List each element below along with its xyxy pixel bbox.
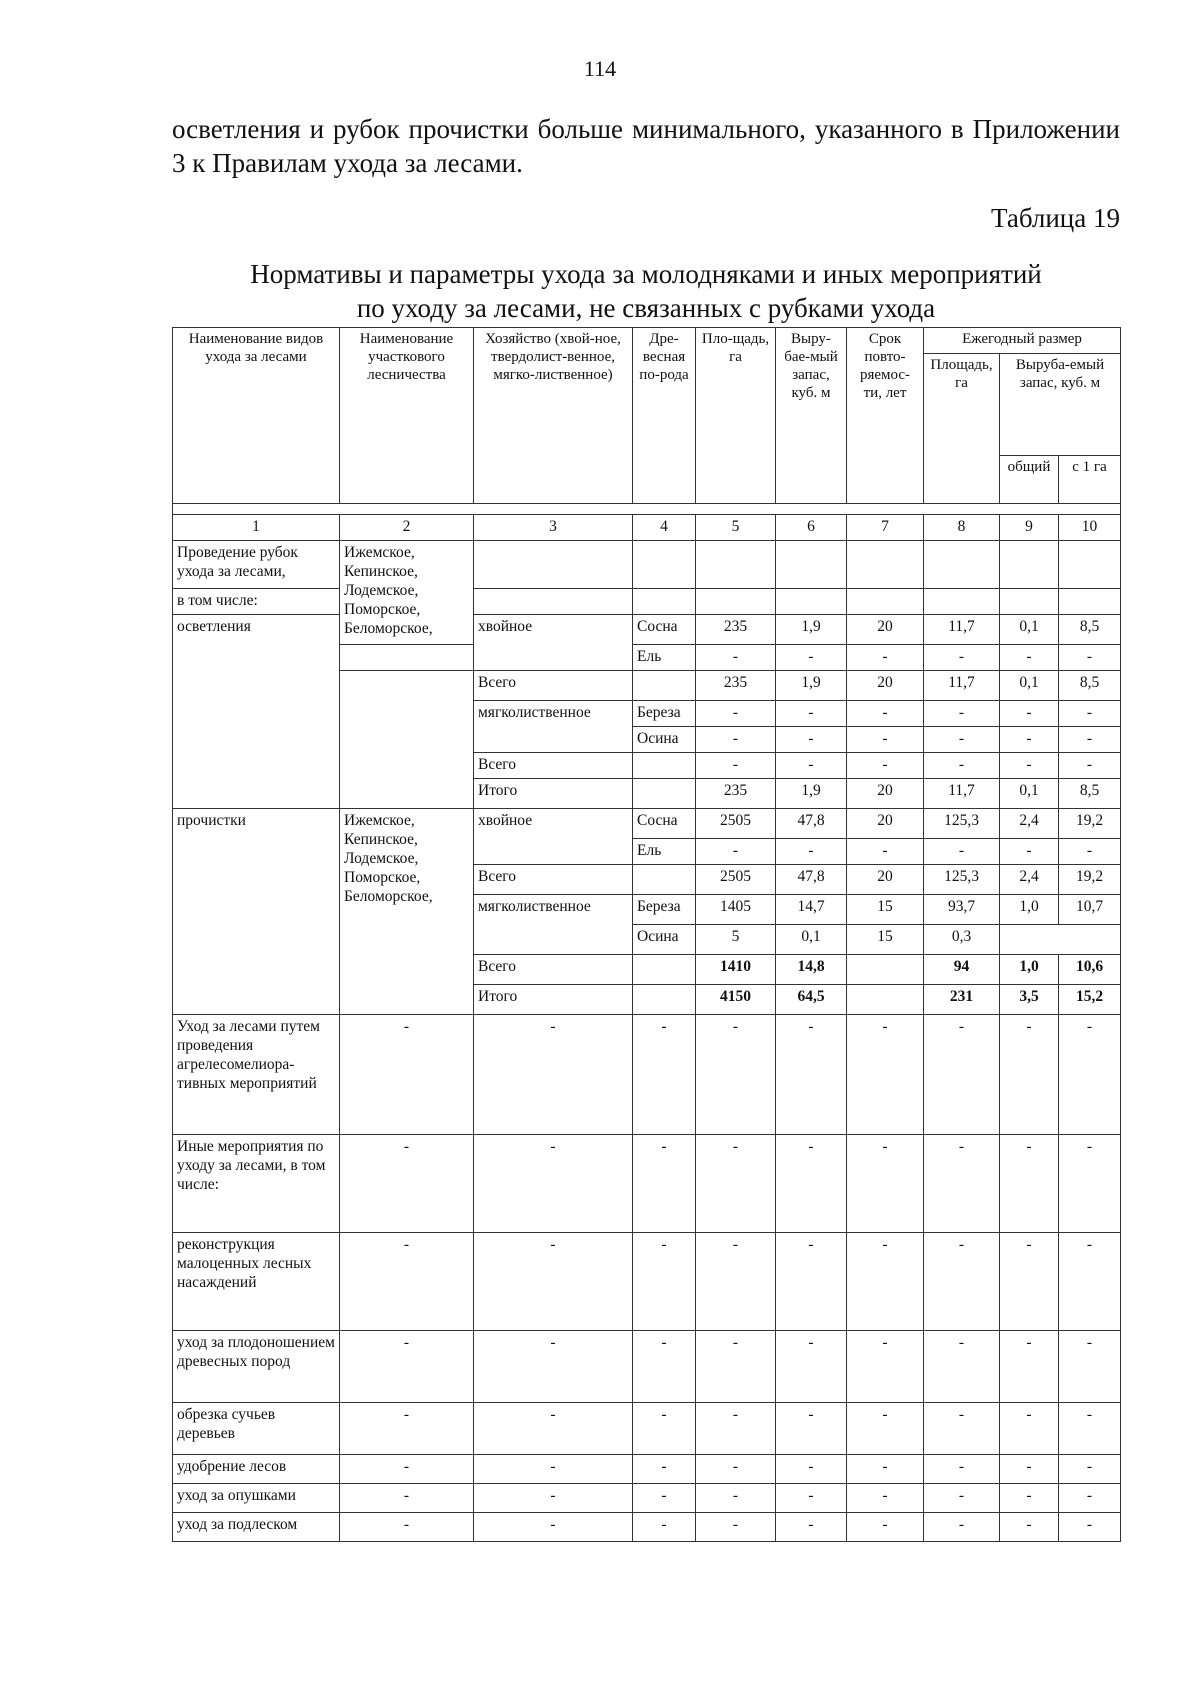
dash-cell: - [847, 753, 924, 779]
empty-cell [1000, 541, 1059, 589]
dash-cell: - [776, 1455, 847, 1484]
dash-cell: - [924, 1233, 1000, 1331]
dash-cell: - [633, 1403, 696, 1455]
header-cell: Ежегодный размер [924, 328, 1121, 354]
column-number: 7 [847, 515, 924, 541]
empty-cell [474, 589, 633, 615]
dash-cell: - [474, 1513, 633, 1542]
activity-cell: реконструкция малоценных лесных насаждений [173, 1233, 340, 1331]
value-cell: 11,7 [924, 671, 1000, 701]
value-cell: 0,1 [1000, 671, 1059, 701]
dash-cell: - [1059, 645, 1121, 671]
dash-cell: - [1000, 727, 1059, 753]
dash-cell: - [1059, 1233, 1121, 1331]
dash-cell: - [847, 1135, 924, 1233]
dash-cell: - [1000, 1403, 1059, 1455]
dash-cell: - [1059, 1513, 1121, 1542]
empty-cell [924, 589, 1000, 615]
forestry-cell: Ижемское, Кепинское, Лодемское, Поморское, Беломорское, [340, 541, 474, 645]
dash-cell: - [847, 727, 924, 753]
dash-cell: - [1059, 753, 1121, 779]
column-number: 2 [340, 515, 474, 541]
dash-cell: - [633, 1135, 696, 1233]
value-cell: 1,9 [776, 615, 847, 645]
empty-cell [776, 589, 847, 615]
empty-cell [776, 541, 847, 589]
dash-cell: - [633, 1513, 696, 1542]
column-number: 1 [173, 515, 340, 541]
value-cell: 15 [847, 895, 924, 925]
species-cell [633, 779, 696, 809]
value-cell: 8,5 [1059, 779, 1121, 809]
dash-cell: - [696, 645, 776, 671]
value-cell: 235 [696, 615, 776, 645]
dash-cell: - [847, 839, 924, 865]
empty-cell [696, 589, 776, 615]
column-number: 3 [474, 515, 633, 541]
dash-cell: - [776, 645, 847, 671]
dash-cell: - [340, 1484, 474, 1513]
dash-cell: - [776, 1331, 847, 1403]
dash-cell: - [1059, 1015, 1121, 1135]
dash-cell: - [1059, 727, 1121, 753]
dash-cell: - [1059, 1455, 1121, 1484]
economy-cell: Всего [474, 671, 633, 701]
species-cell: Осина [633, 727, 696, 753]
value-cell: 1410 [696, 955, 776, 985]
care-type-cell: в том числе: [173, 589, 340, 615]
table-title [172, 257, 1120, 325]
empty-cell [1059, 541, 1121, 589]
dash-cell: - [340, 1403, 474, 1455]
activity-cell: обрезка сучьев деревьев [173, 1403, 340, 1455]
dash-cell: - [1059, 1135, 1121, 1233]
value-cell: 10,6 [1059, 955, 1121, 985]
header-cell: общий [1000, 456, 1059, 504]
empty-cell [474, 541, 633, 589]
value-cell: 10,7 [1059, 895, 1121, 925]
header-cell: Наименование участкового лесничества [340, 328, 474, 504]
dash-cell: - [696, 1233, 776, 1331]
dash-cell: - [847, 1484, 924, 1513]
value-cell: 19,2 [1059, 809, 1121, 839]
value-cell: 2505 [696, 865, 776, 895]
dash-cell: - [776, 727, 847, 753]
dash-cell: - [474, 1233, 633, 1331]
dash-cell: - [474, 1455, 633, 1484]
value-cell: 1,0 [1000, 955, 1059, 985]
species-cell [633, 865, 696, 895]
dash-cell: - [776, 1015, 847, 1135]
value-cell: 0,1 [1000, 615, 1059, 645]
dash-cell: - [776, 1403, 847, 1455]
column-number: 4 [633, 515, 696, 541]
dash-cell: - [633, 1233, 696, 1331]
dash-cell: - [776, 1135, 847, 1233]
value-cell [847, 955, 924, 985]
value-cell: 0,3 [924, 925, 1000, 955]
intro-paragraph: осветления и рубок прочистки больше минимального, указанного в Приложении 3 к Правилам ухода за лесами. [172, 114, 1120, 178]
economy-cell: мягколиственное [474, 701, 633, 753]
empty-cell [924, 541, 1000, 589]
value-cell: 47,8 [776, 809, 847, 839]
header-cell: Выру-бае-мый запас, куб. м [776, 328, 847, 504]
dash-cell: - [696, 1455, 776, 1484]
dash-cell: - [1000, 839, 1059, 865]
value-cell: 235 [696, 671, 776, 701]
forestry-cell [340, 645, 474, 671]
dash-cell: - [633, 1015, 696, 1135]
dash-cell: - [924, 1135, 1000, 1233]
value-cell [1000, 925, 1121, 955]
dash-cell: - [474, 1403, 633, 1455]
dash-cell: - [1000, 753, 1059, 779]
value-cell: 2505 [696, 809, 776, 839]
value-cell [847, 985, 924, 1015]
dash-cell: - [847, 645, 924, 671]
column-number: 5 [696, 515, 776, 541]
dash-cell: - [340, 1135, 474, 1233]
care-type-cell: Проведение рубок ухода за лесами, [173, 541, 340, 589]
value-cell: 94 [924, 955, 1000, 985]
dash-cell: - [776, 1484, 847, 1513]
dash-cell: - [1059, 1403, 1121, 1455]
dash-cell: - [847, 1233, 924, 1331]
value-cell: 47,8 [776, 865, 847, 895]
dash-cell: - [847, 1015, 924, 1135]
dash-cell: - [340, 1513, 474, 1542]
column-number: 10 [1059, 515, 1121, 541]
dash-cell: - [696, 1015, 776, 1135]
dash-cell: - [776, 1233, 847, 1331]
header-cell: Пло-щадь, га [696, 328, 776, 504]
species-cell [633, 671, 696, 701]
value-cell: 2,4 [1000, 865, 1059, 895]
dash-cell: - [696, 701, 776, 727]
species-cell: Осина [633, 925, 696, 955]
dash-cell: - [696, 1331, 776, 1403]
value-cell: 11,7 [924, 615, 1000, 645]
activity-cell: уход за подлеском [173, 1513, 340, 1542]
value-cell: 3,5 [1000, 985, 1059, 1015]
activity-cell: Уход за лесами путем проведения агрелесомелиора-тивных мероприятий [173, 1015, 340, 1135]
header-cell: Площадь, га [924, 354, 1000, 504]
value-cell: 8,5 [1059, 615, 1121, 645]
dash-cell: - [474, 1015, 633, 1135]
empty-cell [633, 589, 696, 615]
dash-cell: - [696, 839, 776, 865]
dash-cell: - [633, 1331, 696, 1403]
column-number: 9 [1000, 515, 1059, 541]
economy-cell: хвойное [474, 809, 633, 865]
dash-cell: - [924, 645, 1000, 671]
value-cell: 1,0 [1000, 895, 1059, 925]
dash-cell: - [696, 753, 776, 779]
value-cell: 125,3 [924, 865, 1000, 895]
value-cell: 0,1 [1000, 779, 1059, 809]
species-cell: Береза [633, 895, 696, 925]
value-cell: 11,7 [924, 779, 1000, 809]
empty-cell [847, 589, 924, 615]
dash-cell: - [847, 1513, 924, 1542]
header-cell: Дре-весная по-рода [633, 328, 696, 504]
dash-cell: - [924, 1403, 1000, 1455]
column-number: 6 [776, 515, 847, 541]
norms-table [172, 327, 1121, 1542]
dash-cell: - [776, 701, 847, 727]
forestry-cell: Ижемское, Кепинское, Лодемское, Поморское, Беломорское, [340, 809, 474, 1015]
economy-cell: хвойное [474, 615, 633, 671]
dash-cell: - [847, 1331, 924, 1403]
dash-cell: - [924, 1455, 1000, 1484]
value-cell: 231 [924, 985, 1000, 1015]
header-cell: с 1 га [1059, 456, 1121, 504]
economy-cell: Всего [474, 865, 633, 895]
dash-cell: - [1000, 645, 1059, 671]
economy-cell: Всего [474, 955, 633, 985]
economy-cell: Итого [474, 985, 633, 1015]
dash-cell: - [1000, 1331, 1059, 1403]
dash-cell: - [847, 1455, 924, 1484]
economy-cell: Итого [474, 779, 633, 809]
economy-cell: мягколиственное [474, 895, 633, 955]
species-cell: Сосна [633, 809, 696, 839]
dash-cell: - [924, 701, 1000, 727]
table-label: Таблица 19 [991, 203, 1120, 233]
dash-cell: - [340, 1331, 474, 1403]
value-cell: 125,3 [924, 809, 1000, 839]
dash-cell: - [474, 1331, 633, 1403]
dash-cell: - [474, 1135, 633, 1233]
header-cell: Срок повто-ряемос-ти, лет [847, 328, 924, 504]
value-cell: 64,5 [776, 985, 847, 1015]
dash-cell: - [924, 1484, 1000, 1513]
empty-cell [1000, 589, 1059, 615]
species-cell: Сосна [633, 615, 696, 645]
value-cell: 14,7 [776, 895, 847, 925]
dash-cell: - [340, 1455, 474, 1484]
empty-cell [696, 541, 776, 589]
dash-cell: - [633, 1484, 696, 1513]
dash-cell: - [924, 1331, 1000, 1403]
forestry-cell [340, 671, 474, 809]
column-number: 8 [924, 515, 1000, 541]
dash-cell: - [847, 701, 924, 727]
activity-cell: уход за плодоношением древесных пород [173, 1331, 340, 1403]
species-cell [633, 753, 696, 779]
empty-cell [847, 541, 924, 589]
dash-cell: - [696, 727, 776, 753]
dash-cell: - [1000, 701, 1059, 727]
species-cell [633, 985, 696, 1015]
dash-cell: - [1059, 839, 1121, 865]
species-cell: Ель [633, 645, 696, 671]
dash-cell: - [924, 1015, 1000, 1135]
dash-cell: - [847, 1403, 924, 1455]
dash-cell: - [1059, 1331, 1121, 1403]
value-cell: 1,9 [776, 779, 847, 809]
value-cell: 5 [696, 925, 776, 955]
value-cell: 1,9 [776, 671, 847, 701]
empty-cell [1059, 589, 1121, 615]
dash-cell: - [1000, 1135, 1059, 1233]
economy-cell: Всего [474, 753, 633, 779]
value-cell: 2,4 [1000, 809, 1059, 839]
value-cell: 15 [847, 925, 924, 955]
table-title-line: Нормативы и параметры ухода за молодняками и иных мероприятий [250, 259, 1042, 289]
value-cell: 0,1 [776, 925, 847, 955]
value-cell: 20 [847, 671, 924, 701]
species-cell: Береза [633, 701, 696, 727]
dash-cell: - [340, 1233, 474, 1331]
activity-cell: удобрение лесов [173, 1455, 340, 1484]
dash-cell: - [924, 1513, 1000, 1542]
value-cell: 93,7 [924, 895, 1000, 925]
value-cell: 20 [847, 809, 924, 839]
dash-cell: - [696, 1513, 776, 1542]
dash-cell: - [696, 1403, 776, 1455]
value-cell: 8,5 [1059, 671, 1121, 701]
value-cell: 1405 [696, 895, 776, 925]
header-cell: Наименование видов ухода за лесами [173, 328, 340, 504]
value-cell: 20 [847, 615, 924, 645]
dash-cell: - [474, 1484, 633, 1513]
dash-cell: - [1059, 701, 1121, 727]
page-number: 114 [583, 56, 617, 81]
activity-cell: Иные мероприятия по уходу за лесами, в том числе: [173, 1135, 340, 1233]
dash-cell: - [1000, 1015, 1059, 1135]
dash-cell: - [776, 839, 847, 865]
dash-cell: - [1000, 1484, 1059, 1513]
value-cell: 235 [696, 779, 776, 809]
dash-cell: - [924, 839, 1000, 865]
dash-cell: - [633, 1455, 696, 1484]
care-type-cell: осветления [173, 615, 340, 809]
value-cell: 4150 [696, 985, 776, 1015]
value-cell: 15,2 [1059, 985, 1121, 1015]
dash-cell: - [696, 1135, 776, 1233]
value-cell: 20 [847, 779, 924, 809]
dash-cell: - [340, 1015, 474, 1135]
species-cell [633, 955, 696, 985]
species-cell: Ель [633, 839, 696, 865]
header-cell: Выруба-емый запас, куб. м [1000, 354, 1121, 456]
header-gap [173, 504, 1121, 515]
dash-cell: - [1059, 1484, 1121, 1513]
care-type-cell: прочистки [173, 809, 340, 1015]
header-cell: Хозяйство (хвой-ное, твердолист-венное, мягко-лиственное) [474, 328, 633, 504]
value-cell: 19,2 [1059, 865, 1121, 895]
activity-cell: уход за опушками [173, 1484, 340, 1513]
table-title-line: по уходу за лесами, не связанных с рубками ухода [356, 293, 936, 323]
dash-cell: - [924, 727, 1000, 753]
dash-cell: - [1000, 1233, 1059, 1331]
dash-cell: - [696, 1484, 776, 1513]
value-cell: 14,8 [776, 955, 847, 985]
empty-cell [633, 541, 696, 589]
dash-cell: - [1000, 1455, 1059, 1484]
dash-cell: - [776, 753, 847, 779]
dash-cell: - [924, 753, 1000, 779]
dash-cell: - [1000, 1513, 1059, 1542]
value-cell: 20 [847, 865, 924, 895]
dash-cell: - [776, 1513, 847, 1542]
